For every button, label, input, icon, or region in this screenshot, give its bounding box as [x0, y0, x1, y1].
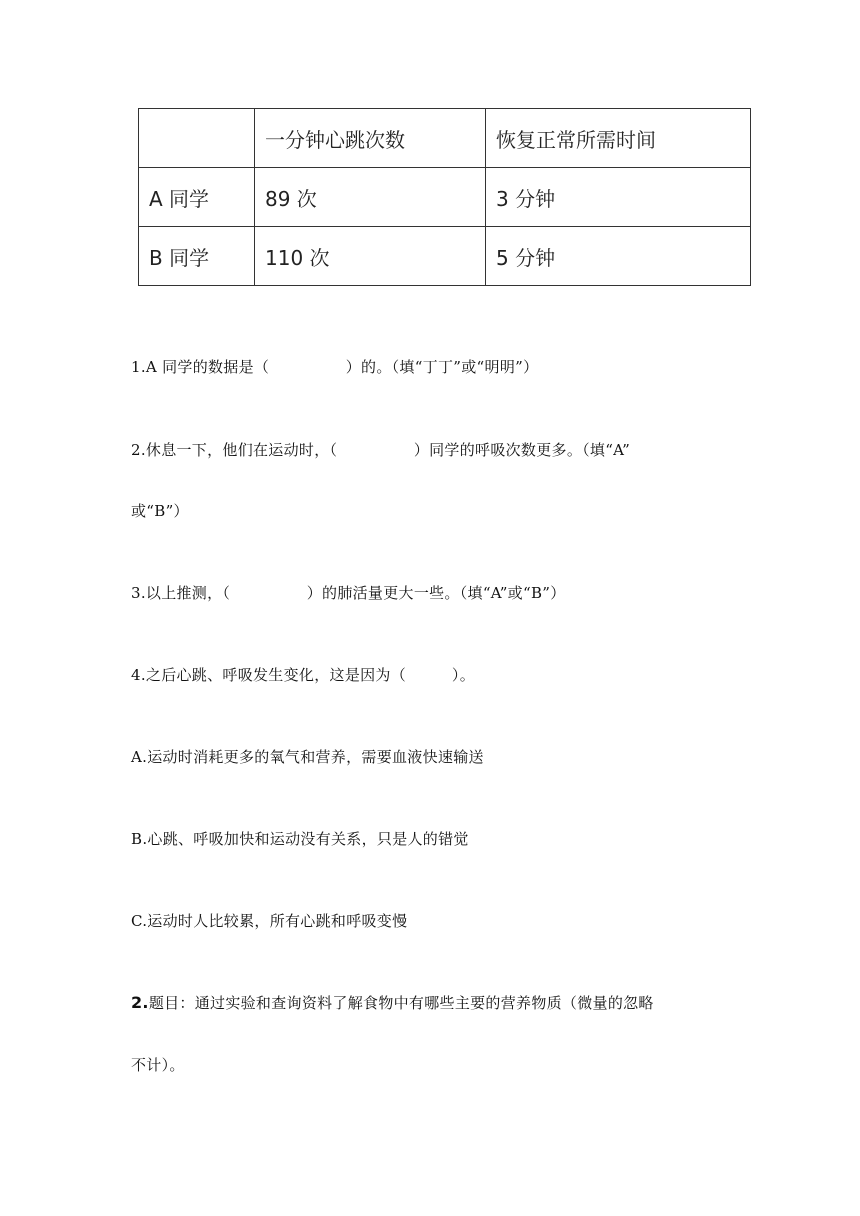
table-header-row — [139, 109, 751, 168]
problem-2-line-2: 不计）。 — [131, 1056, 185, 1074]
question-3: 3.以上推测，（ ）的肺活量更大一些。（填“A”或“B”） — [131, 584, 566, 602]
option-b: B.心跳、呼吸加快和运动没有关系，只是人的错觉 — [131, 830, 469, 848]
problem-2-line-1 — [131, 992, 654, 1013]
table-row — [139, 227, 751, 286]
table-cell: 110 次 — [255, 227, 486, 286]
table-cell: 5 分钟 — [486, 227, 751, 286]
table-cell: 3 分钟 — [486, 168, 751, 227]
heart-rate-table — [138, 108, 751, 286]
table-header-cell: 恢复正常所需时间 — [486, 109, 751, 168]
table-header-cell — [139, 109, 255, 168]
option-c: C.运动时人比较累，所有心跳和呼吸变慢 — [131, 912, 408, 930]
table-row — [139, 168, 751, 227]
option-a: A.运动时消耗更多的氧气和营养，需要血液快速输送 — [131, 748, 484, 766]
table-cell: B 同学 — [139, 227, 255, 286]
problem-2-number: 2. — [131, 993, 149, 1012]
question-2-line-2: 或“B”） — [131, 502, 189, 520]
problem-2-text: 题目：通过实验和查询资料了解食物中有哪些主要的营养物质（微量的忽略 — [148, 994, 654, 1012]
question-4: 4.之后心跳、呼吸发生变化，这是因为（ ）。 — [131, 666, 476, 684]
table-cell: 89 次 — [255, 168, 486, 227]
table-cell: A 同学 — [139, 168, 255, 227]
question-2-line-1: 2.休息一下，他们在运动时，（ ）同学的呼吸次数更多。（填“A” — [131, 441, 631, 459]
table-header-cell: 一分钟心跳次数 — [255, 109, 486, 168]
question-1: 1.A 同学的数据是（ ）的。（填“丁丁”或“明明”） — [131, 358, 539, 376]
